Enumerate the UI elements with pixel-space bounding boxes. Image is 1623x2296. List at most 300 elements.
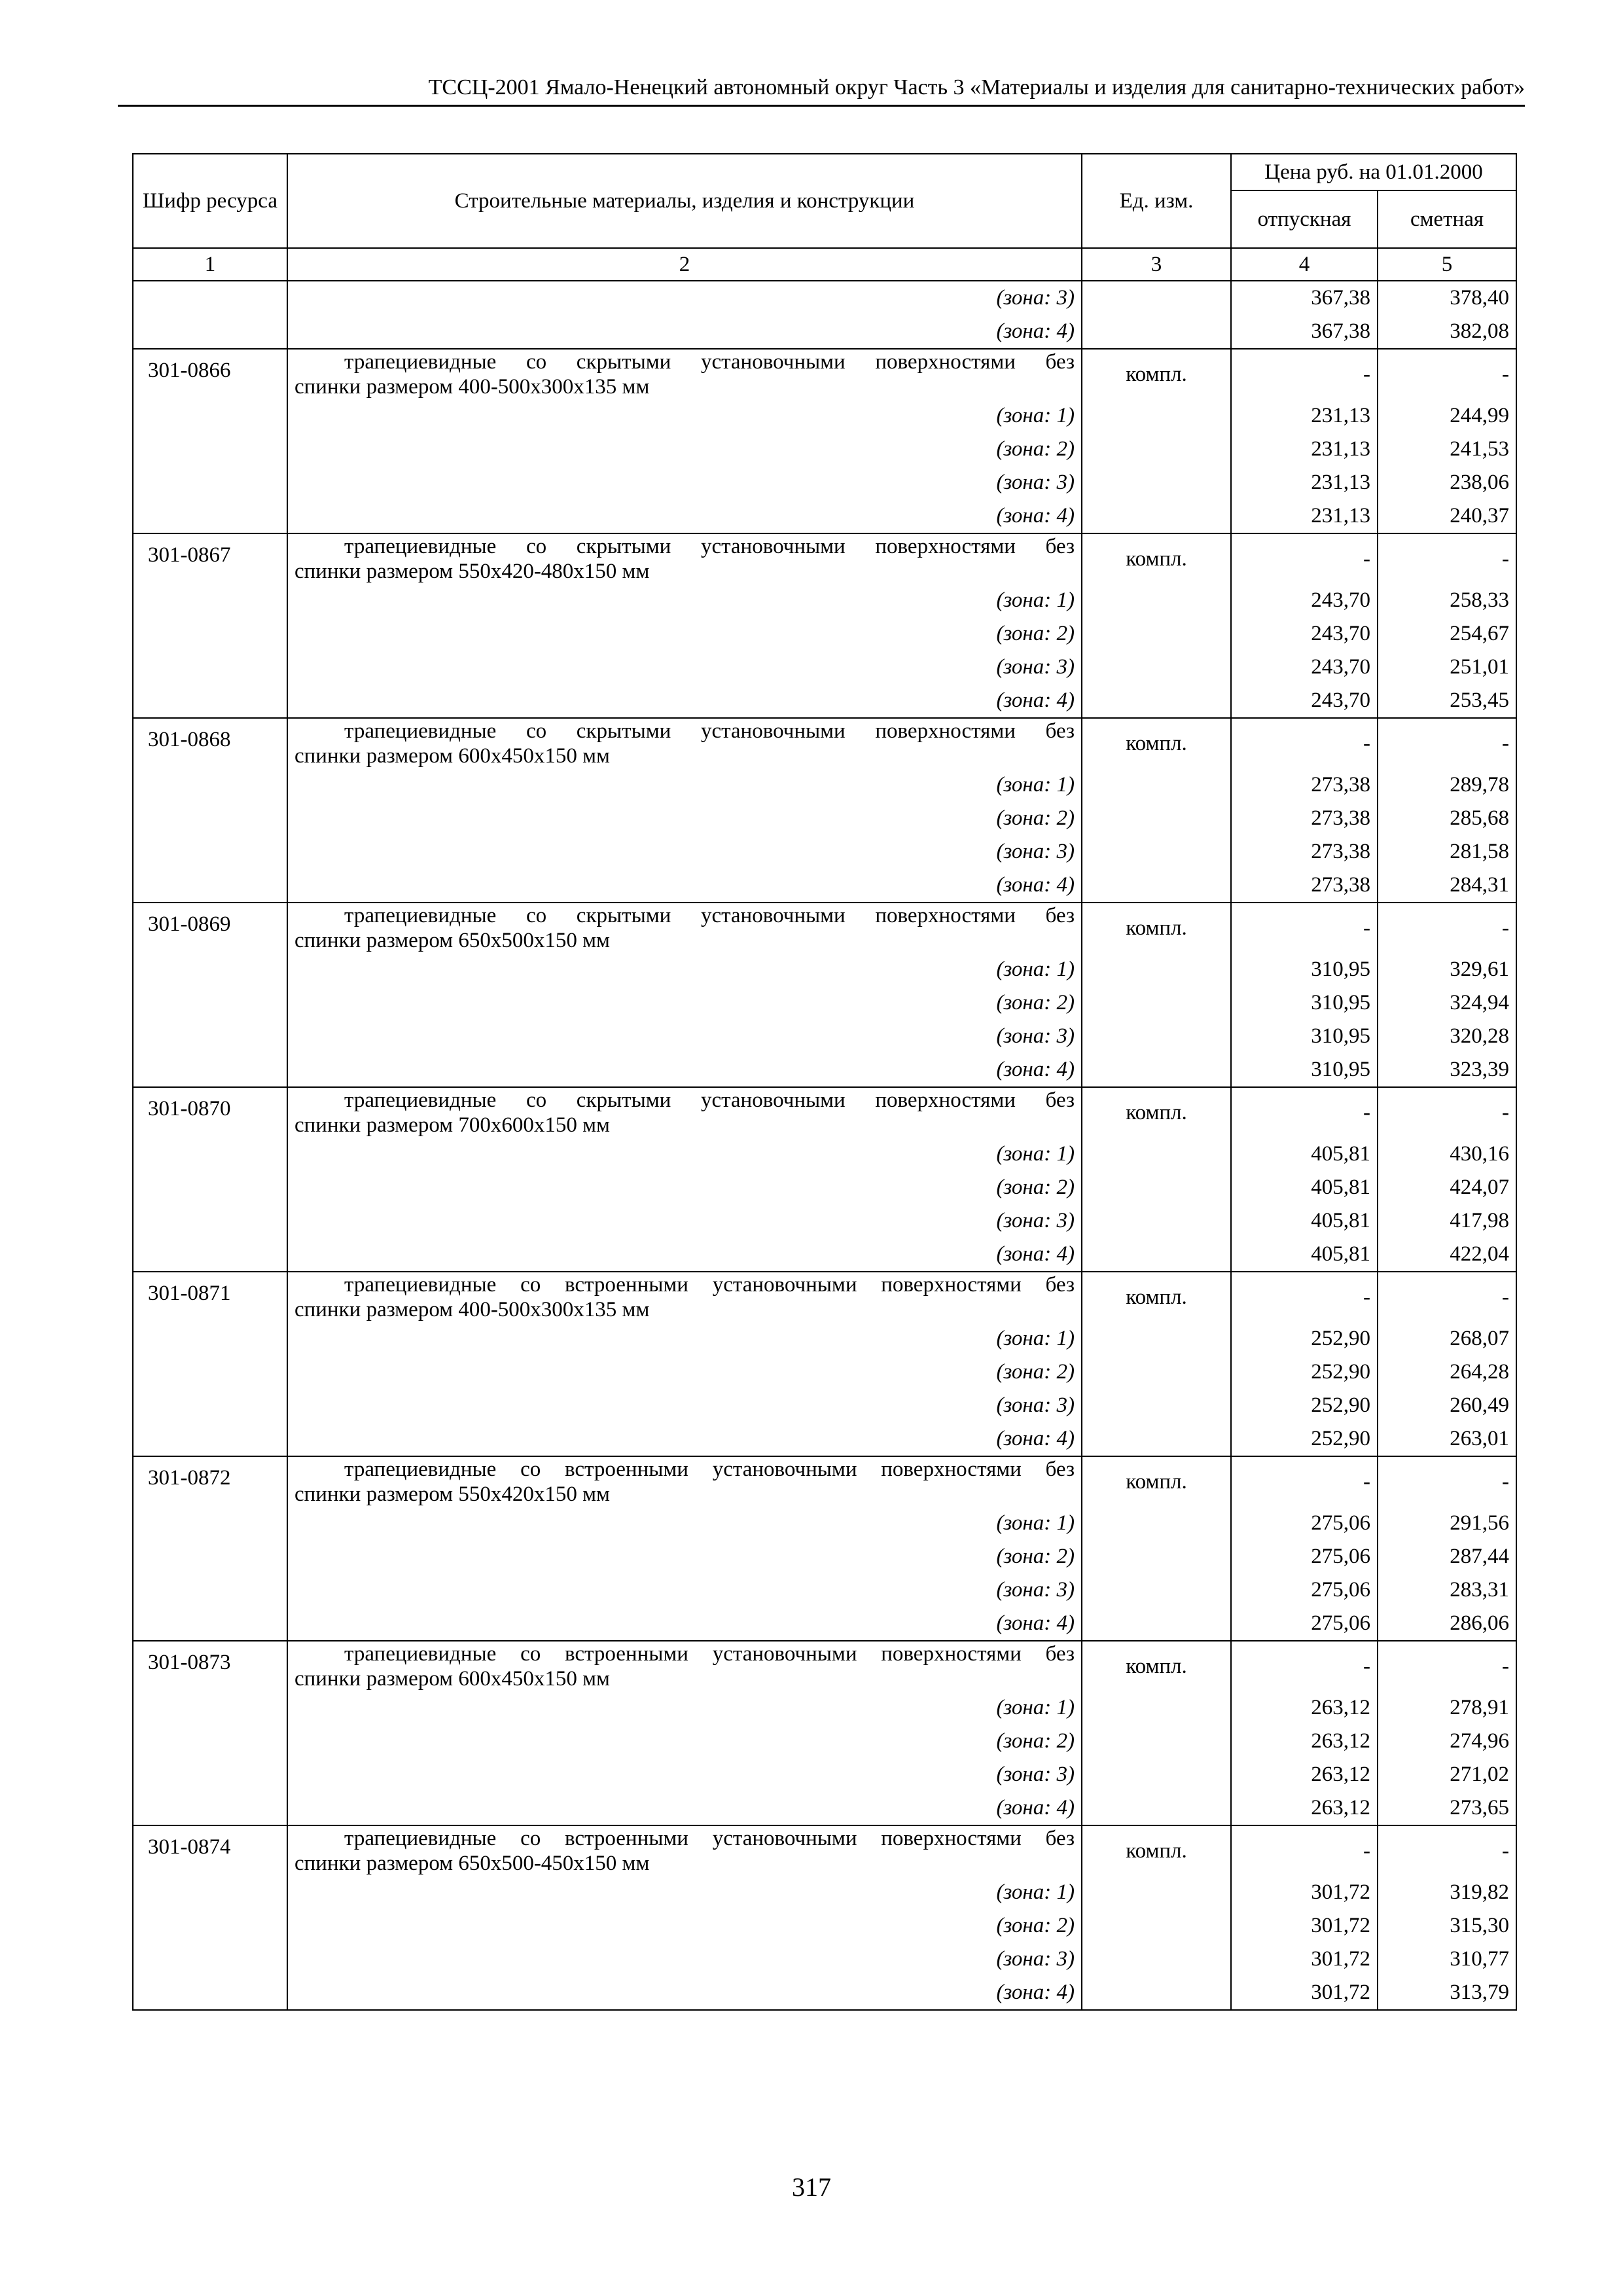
description-line: трапециевидные со скрытыми установочными поверхностями без — [344, 719, 1075, 743]
estimate-price: 382,08 — [1378, 315, 1516, 349]
estimate-price: - — [1378, 1825, 1516, 1876]
code-cell — [133, 684, 287, 718]
column-header-code: Шифр ресурса — [133, 154, 287, 248]
unit-cell — [1082, 1791, 1231, 1825]
table-header — [133, 154, 1516, 281]
code-cell — [133, 1791, 287, 1825]
zone-label: (зона: 2) — [287, 433, 1082, 466]
estimate-price: 271,02 — [1378, 1758, 1516, 1791]
unit-cell — [1082, 835, 1231, 869]
resource-description — [287, 718, 1082, 768]
zone-label: (зона: 1) — [287, 1876, 1082, 1909]
zone-row — [133, 1422, 1516, 1456]
code-cell — [133, 1607, 287, 1641]
zone-label: (зона: 1) — [287, 1322, 1082, 1355]
price-table — [132, 153, 1517, 2011]
code-cell — [133, 1943, 287, 1976]
zone-label: (зона: 3) — [287, 466, 1082, 499]
unit-cell — [1082, 399, 1231, 433]
zone-row — [133, 1138, 1516, 1171]
resource-code: 301-0868 — [133, 718, 287, 768]
unit-cell — [1082, 1322, 1231, 1355]
unit-cell — [1082, 1540, 1231, 1573]
unit-cell — [1082, 1053, 1231, 1087]
resource-description — [287, 1641, 1082, 1691]
description-line: трапециевидные со встроенными установочными поверхностями без — [344, 1827, 1075, 1850]
code-cell — [133, 651, 287, 684]
zone-label: (зона: 4) — [287, 1976, 1082, 2010]
release-price: 405,81 — [1231, 1204, 1378, 1238]
zone-label: (зона: 1) — [287, 768, 1082, 802]
resource-description — [287, 1272, 1082, 1322]
zone-row — [133, 315, 1516, 349]
code-cell — [133, 1573, 287, 1607]
zone-row — [133, 617, 1516, 651]
code-cell — [133, 584, 287, 617]
zone-label: (зона: 4) — [287, 1422, 1082, 1456]
column-header-price: Цена руб. на 01.01.2000 — [1231, 154, 1516, 190]
table-row — [133, 1456, 1516, 1507]
description-line: спинки размером 400-500х300х135 мм — [294, 1298, 650, 1321]
zone-row — [133, 499, 1516, 533]
description-line: трапециевидные со скрытыми установочными поверхностями без — [344, 350, 1075, 374]
estimate-price: 264,28 — [1378, 1355, 1516, 1389]
unit-cell — [1082, 433, 1231, 466]
unit-cell: компл. — [1082, 349, 1231, 399]
column-number: 4 — [1231, 248, 1378, 281]
estimate-price: - — [1378, 1641, 1516, 1691]
unit-cell — [1082, 802, 1231, 835]
resource-item — [133, 903, 1516, 1087]
resource-code: 301-0867 — [133, 533, 287, 584]
release-price: - — [1231, 1456, 1378, 1507]
zone-label: (зона: 2) — [287, 986, 1082, 1020]
resource-item — [133, 1272, 1516, 1456]
zone-row — [133, 281, 1516, 315]
description-line: спинки размером 600х450х150 мм — [294, 1667, 610, 1691]
release-price: - — [1231, 349, 1378, 399]
release-price: 275,06 — [1231, 1507, 1378, 1540]
release-price: 301,72 — [1231, 1943, 1378, 1976]
code-cell — [133, 466, 287, 499]
zone-label: (зона: 4) — [287, 1053, 1082, 1087]
release-price: 243,70 — [1231, 684, 1378, 718]
zone-row — [133, 1204, 1516, 1238]
zone-row — [133, 1943, 1516, 1976]
resource-description — [287, 533, 1082, 584]
code-cell — [133, 1020, 287, 1053]
resource-code: 301-0873 — [133, 1641, 287, 1691]
estimate-price: 254,67 — [1378, 617, 1516, 651]
unit-cell — [1082, 1725, 1231, 1758]
estimate-price: 274,96 — [1378, 1725, 1516, 1758]
unit-cell — [1082, 1943, 1231, 1976]
description-line: спинки размером 550х420-480х150 мм — [294, 560, 650, 583]
estimate-price: 283,31 — [1378, 1573, 1516, 1607]
description-line: спинки размером 700х600х150 мм — [294, 1113, 610, 1137]
unit-cell — [1082, 953, 1231, 986]
zone-label: (зона: 3) — [287, 1204, 1082, 1238]
zone-row — [133, 466, 1516, 499]
zone-row — [133, 1171, 1516, 1204]
release-price: 367,38 — [1231, 315, 1378, 349]
code-cell — [133, 1171, 287, 1204]
code-cell — [133, 433, 287, 466]
zone-label: (зона: 3) — [287, 281, 1082, 315]
zone-label: (зона: 3) — [287, 1573, 1082, 1607]
release-price: 301,72 — [1231, 1976, 1378, 2010]
zone-label: (зона: 3) — [287, 1943, 1082, 1976]
column-number: 1 — [133, 248, 287, 281]
release-price: 310,95 — [1231, 1053, 1378, 1087]
zone-label: (зона: 4) — [287, 1238, 1082, 1272]
release-price: 263,12 — [1231, 1758, 1378, 1791]
estimate-price: 378,40 — [1378, 281, 1516, 315]
estimate-price: 315,30 — [1378, 1909, 1516, 1943]
resource-description — [287, 1456, 1082, 1507]
zone-label: (зона: 1) — [287, 1691, 1082, 1725]
release-price: 243,70 — [1231, 651, 1378, 684]
release-price: 273,38 — [1231, 802, 1378, 835]
zone-row — [133, 1758, 1516, 1791]
resource-code: 301-0874 — [133, 1825, 287, 1876]
release-price: 275,06 — [1231, 1607, 1378, 1641]
zone-row — [133, 835, 1516, 869]
resource-code: 301-0869 — [133, 903, 287, 953]
estimate-price: 253,45 — [1378, 684, 1516, 718]
unit-cell — [1082, 281, 1231, 315]
zone-row — [133, 1876, 1516, 1909]
estimate-price: - — [1378, 718, 1516, 768]
zone-label: (зона: 1) — [287, 1138, 1082, 1171]
zone-label: (зона: 1) — [287, 584, 1082, 617]
release-price: 405,81 — [1231, 1171, 1378, 1204]
unit-cell — [1082, 1691, 1231, 1725]
zone-label: (зона: 1) — [287, 399, 1082, 433]
zone-row — [133, 1053, 1516, 1087]
release-price: 301,72 — [1231, 1909, 1378, 1943]
continuation-block — [133, 281, 1516, 349]
zone-row — [133, 433, 1516, 466]
zone-row — [133, 1355, 1516, 1389]
description-line: трапециевидные со встроенными установочными поверхностями без — [344, 1273, 1075, 1297]
zone-row — [133, 1976, 1516, 2010]
unit-cell: компл. — [1082, 1641, 1231, 1691]
estimate-price: 291,56 — [1378, 1507, 1516, 1540]
column-header-unit: Ед. изм. — [1082, 154, 1231, 248]
zone-label: (зона: 4) — [287, 684, 1082, 718]
estimate-price: - — [1378, 349, 1516, 399]
release-price: 252,90 — [1231, 1422, 1378, 1456]
unit-cell — [1082, 1355, 1231, 1389]
column-number: 2 — [287, 248, 1082, 281]
unit-cell: компл. — [1082, 718, 1231, 768]
unit-cell — [1082, 1573, 1231, 1607]
estimate-price: - — [1378, 903, 1516, 953]
zone-row — [133, 953, 1516, 986]
unit-cell: компл. — [1082, 533, 1231, 584]
unit-cell — [1082, 1422, 1231, 1456]
zone-row — [133, 802, 1516, 835]
zone-label: (зона: 2) — [287, 1355, 1082, 1389]
zone-row — [133, 1507, 1516, 1540]
release-price: 367,38 — [1231, 281, 1378, 315]
zone-row — [133, 1691, 1516, 1725]
estimate-price: 285,68 — [1378, 802, 1516, 835]
resource-code: 301-0866 — [133, 349, 287, 399]
unit-cell — [1082, 617, 1231, 651]
estimate-price: 320,28 — [1378, 1020, 1516, 1053]
estimate-price: - — [1378, 1272, 1516, 1322]
code-cell — [133, 835, 287, 869]
unit-cell — [1082, 1909, 1231, 1943]
unit-cell — [1082, 986, 1231, 1020]
zone-label: (зона: 3) — [287, 1389, 1082, 1422]
table-row — [133, 1272, 1516, 1322]
release-price: 231,13 — [1231, 433, 1378, 466]
unit-cell: компл. — [1082, 903, 1231, 953]
column-number: 5 — [1378, 248, 1516, 281]
zone-label: (зона: 1) — [287, 953, 1082, 986]
zone-label: (зона: 3) — [287, 1020, 1082, 1053]
zone-row — [133, 584, 1516, 617]
zone-label: (зона: 4) — [287, 315, 1082, 349]
description-line: трапециевидные со встроенными установочными поверхностями без — [344, 1642, 1075, 1666]
code-cell — [133, 1355, 287, 1389]
code-cell — [133, 1204, 287, 1238]
release-price: 263,12 — [1231, 1791, 1378, 1825]
unit-cell — [1082, 1238, 1231, 1272]
release-price: 263,12 — [1231, 1691, 1378, 1725]
zone-label: (зона: 2) — [287, 1909, 1082, 1943]
zone-label: (зона: 4) — [287, 1791, 1082, 1825]
resource-description — [287, 349, 1082, 399]
code-cell — [133, 1507, 287, 1540]
release-price: - — [1231, 718, 1378, 768]
description-line: трапециевидные со встроенными установочными поверхностями без — [344, 1458, 1075, 1481]
code-cell — [133, 1909, 287, 1943]
zone-row — [133, 1607, 1516, 1641]
code-cell — [133, 617, 287, 651]
zone-label: (зона: 2) — [287, 1540, 1082, 1573]
unit-cell: компл. — [1082, 1456, 1231, 1507]
code-cell — [133, 1053, 287, 1087]
unit-cell — [1082, 1507, 1231, 1540]
estimate-price: 417,98 — [1378, 1204, 1516, 1238]
zone-row — [133, 1389, 1516, 1422]
unit-cell: компл. — [1082, 1825, 1231, 1876]
zone-label: (зона: 3) — [287, 835, 1082, 869]
resource-item — [133, 1456, 1516, 1641]
zone-row — [133, 1540, 1516, 1573]
unit-cell — [1082, 1876, 1231, 1909]
release-price: 310,95 — [1231, 953, 1378, 986]
page-number: 317 — [792, 2172, 831, 2202]
zone-label: (зона: 2) — [287, 1725, 1082, 1758]
release-price: 273,38 — [1231, 768, 1378, 802]
description-line: спинки размером 550х420х150 мм — [294, 1482, 610, 1506]
estimate-price: 289,78 — [1378, 768, 1516, 802]
code-cell — [133, 1138, 287, 1171]
estimate-price: 278,91 — [1378, 1691, 1516, 1725]
estimate-price: 263,01 — [1378, 1422, 1516, 1456]
column-header-description: Строительные материалы, изделия и конструкции — [287, 154, 1082, 248]
zone-label: (зона: 2) — [287, 617, 1082, 651]
release-price: 252,90 — [1231, 1322, 1378, 1355]
table-row — [133, 1825, 1516, 1876]
table-row — [133, 349, 1516, 399]
estimate-price: - — [1378, 1087, 1516, 1138]
resource-description — [287, 903, 1082, 953]
estimate-price: 238,06 — [1378, 466, 1516, 499]
code-cell — [133, 1238, 287, 1272]
code-cell — [133, 1540, 287, 1573]
estimate-price: 284,31 — [1378, 869, 1516, 903]
estimate-price: 251,01 — [1378, 651, 1516, 684]
estimate-price: 313,79 — [1378, 1976, 1516, 2010]
code-cell — [133, 1691, 287, 1725]
code-cell — [133, 1322, 287, 1355]
estimate-price: 430,16 — [1378, 1138, 1516, 1171]
estimate-price: 286,06 — [1378, 1607, 1516, 1641]
estimate-price: - — [1378, 1456, 1516, 1507]
unit-cell — [1082, 1020, 1231, 1053]
resource-code: 301-0871 — [133, 1272, 287, 1322]
description-line: спинки размером 650х500х150 мм — [294, 929, 610, 952]
table-row — [133, 903, 1516, 953]
resource-item — [133, 349, 1516, 533]
release-price: 275,06 — [1231, 1573, 1378, 1607]
estimate-price: 240,37 — [1378, 499, 1516, 533]
unit-cell: компл. — [1082, 1272, 1231, 1322]
code-cell — [133, 315, 287, 349]
zone-row — [133, 1791, 1516, 1825]
resource-item — [133, 1641, 1516, 1825]
description-line: трапециевидные со скрытыми установочными поверхностями без — [344, 535, 1075, 558]
zone-label: (зона: 2) — [287, 802, 1082, 835]
estimate-price: 329,61 — [1378, 953, 1516, 986]
unit-cell — [1082, 684, 1231, 718]
release-price: - — [1231, 1087, 1378, 1138]
release-price: 243,70 — [1231, 584, 1378, 617]
estimate-price: - — [1378, 533, 1516, 584]
zone-row — [133, 684, 1516, 718]
zone-row — [133, 399, 1516, 433]
estimate-price: 281,58 — [1378, 835, 1516, 869]
unit-cell — [1082, 466, 1231, 499]
release-price: 231,13 — [1231, 466, 1378, 499]
zone-label: (зона: 1) — [287, 1507, 1082, 1540]
column-number: 3 — [1082, 248, 1231, 281]
zone-row — [133, 1909, 1516, 1943]
code-cell — [133, 802, 287, 835]
release-price: 231,13 — [1231, 499, 1378, 533]
resource-description — [287, 1087, 1082, 1138]
zone-row — [133, 986, 1516, 1020]
unit-cell — [1082, 315, 1231, 349]
estimate-price: 310,77 — [1378, 1943, 1516, 1976]
code-cell — [133, 1725, 287, 1758]
table-row — [133, 1641, 1516, 1691]
estimate-price: 273,65 — [1378, 1791, 1516, 1825]
release-price: 252,90 — [1231, 1389, 1378, 1422]
release-price: - — [1231, 903, 1378, 953]
zone-label: (зона: 4) — [287, 1607, 1082, 1641]
zone-row — [133, 651, 1516, 684]
resource-item — [133, 718, 1516, 903]
release-price: 310,95 — [1231, 986, 1378, 1020]
release-price: 275,06 — [1231, 1540, 1378, 1573]
zone-label: (зона: 2) — [287, 1171, 1082, 1204]
estimate-price: 258,33 — [1378, 584, 1516, 617]
unit-cell — [1082, 1171, 1231, 1204]
zone-label: (зона: 4) — [287, 869, 1082, 903]
zone-row — [133, 1725, 1516, 1758]
zone-row — [133, 768, 1516, 802]
zone-row — [133, 1322, 1516, 1355]
release-price: 310,95 — [1231, 1020, 1378, 1053]
unit-cell — [1082, 1389, 1231, 1422]
column-header-estimate-price: сметная — [1378, 190, 1516, 248]
release-price: 263,12 — [1231, 1725, 1378, 1758]
description-line: спинки размером 600х450х150 мм — [294, 744, 610, 768]
release-price: - — [1231, 533, 1378, 584]
resource-code: 301-0872 — [133, 1456, 287, 1507]
zone-row — [133, 869, 1516, 903]
description-line: спинки размером 650х500-450х150 мм — [294, 1852, 650, 1875]
unit-cell — [1082, 1976, 1231, 2010]
release-price: 301,72 — [1231, 1876, 1378, 1909]
unit-cell — [1082, 1758, 1231, 1791]
page-header: ТССЦ-2001 Ямало-Ненецкий автономный округ Часть 3 «Материалы и изделия для санитарно-технических работ» — [118, 73, 1525, 107]
resource-item — [133, 1825, 1516, 2010]
code-cell — [133, 1976, 287, 2010]
table-row — [133, 718, 1516, 768]
code-cell — [133, 1758, 287, 1791]
estimate-price: 319,82 — [1378, 1876, 1516, 1909]
zone-label: (зона: 4) — [287, 499, 1082, 533]
release-price: 252,90 — [1231, 1355, 1378, 1389]
release-price: 405,81 — [1231, 1138, 1378, 1171]
unit-cell — [1082, 1607, 1231, 1641]
unit-cell — [1082, 584, 1231, 617]
resource-description — [287, 1825, 1082, 1876]
estimate-price: 422,04 — [1378, 1238, 1516, 1272]
estimate-price: 268,07 — [1378, 1322, 1516, 1355]
estimate-price: 244,99 — [1378, 399, 1516, 433]
code-cell — [133, 399, 287, 433]
code-cell — [133, 1876, 287, 1909]
unit-cell — [1082, 651, 1231, 684]
code-cell — [133, 869, 287, 903]
zone-label: (зона: 3) — [287, 651, 1082, 684]
code-cell — [133, 953, 287, 986]
description-line: спинки размером 400-500х300х135 мм — [294, 375, 650, 399]
release-price: 243,70 — [1231, 617, 1378, 651]
release-price: 405,81 — [1231, 1238, 1378, 1272]
resource-item — [133, 1087, 1516, 1272]
release-price: 273,38 — [1231, 835, 1378, 869]
code-cell — [133, 1389, 287, 1422]
code-cell — [133, 499, 287, 533]
unit-cell — [1082, 1138, 1231, 1171]
resource-code: 301-0870 — [133, 1087, 287, 1138]
code-cell — [133, 281, 287, 315]
code-cell — [133, 1422, 287, 1456]
resource-item — [133, 533, 1516, 718]
zone-row — [133, 1238, 1516, 1272]
release-price: 273,38 — [1231, 869, 1378, 903]
